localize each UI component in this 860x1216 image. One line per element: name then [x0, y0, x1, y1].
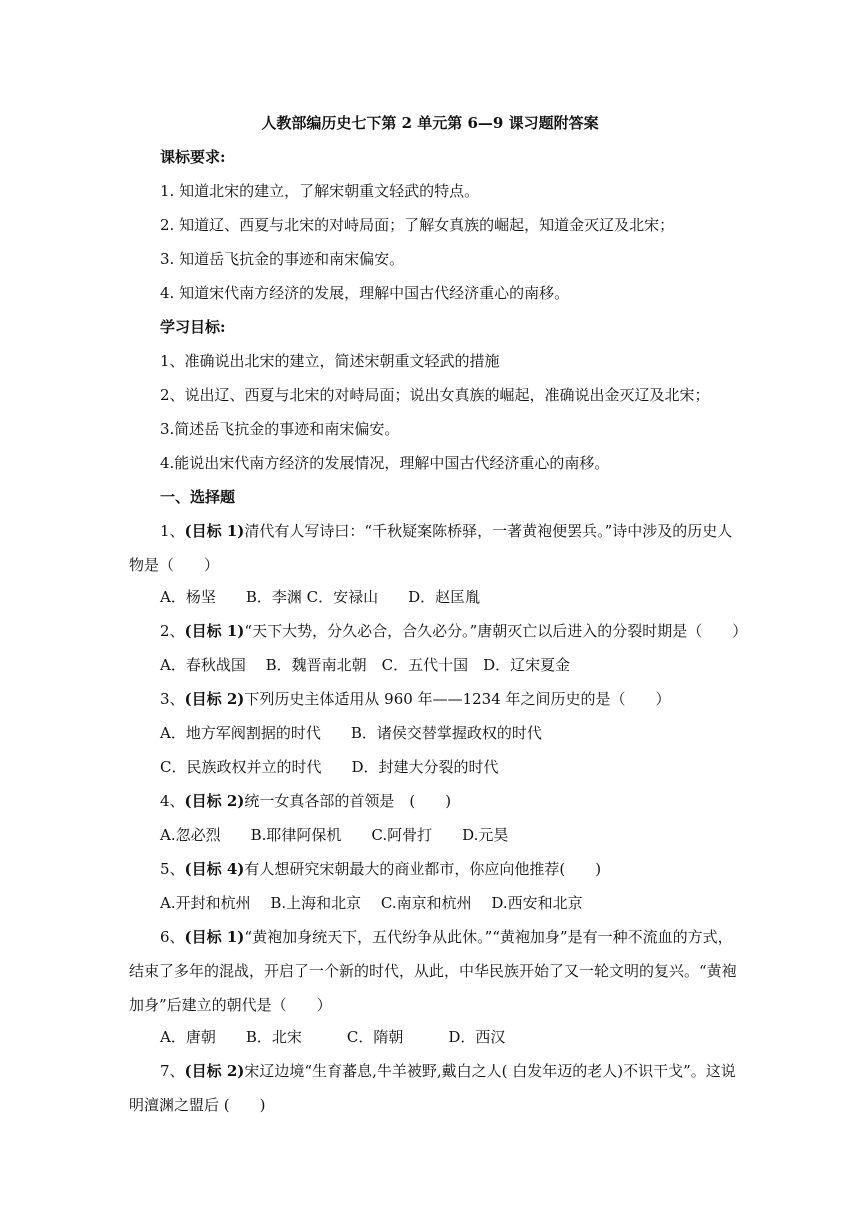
standard-item-2: 2. 知道辽、西夏与北宋的对峙局面；了解女真族的崛起，知道金灭辽及北宋；: [160, 216, 675, 234]
question-1: [129, 514, 739, 582]
question-number: 2、: [160, 622, 185, 640]
question-7: [129, 1054, 739, 1122]
question-3: [160, 688, 671, 710]
question-number: 5、: [160, 860, 185, 878]
question-text: 有人想研究宋朝最大的商业都市，你应向他推荐( ): [244, 860, 602, 878]
standard-item-1: 1. 知道北宋的建立，了解宋朝重文轻武的特点。: [160, 182, 480, 200]
question-target: (目标 2): [184, 1062, 245, 1080]
question-text: 宋辽边境“生育蕃息,牛羊被野,戴白之人( 白发年迈的老人)不识干戈”。这说明澶渊之盟后 ( ): [129, 1062, 736, 1114]
question-number: 1、: [160, 522, 185, 540]
question-target: (目标 1): [184, 622, 245, 640]
question-text: “黄袍加身统天下，五代纷争从此休。”“黄袍加身”是有一种不流血的方式，结束了多年的混战，开启了一个新的时代，从此，中华民族开始了又一轮文明的复兴。“黄袍加身”后建立的朝代是（ ）: [129, 928, 737, 1014]
standard-item-3: 3. 知道岳飞抗金的事迹和南宋偏安。: [160, 250, 405, 268]
question-text: 下列历史主体适用从 960 年——1234 年之间历史的是（ ）: [244, 690, 671, 708]
question-3-options-ab: A．地方军阀割据的时代 B．诸侯交替掌握政权的时代: [160, 724, 542, 742]
standards-heading: 课标要求:: [160, 148, 226, 166]
question-text: 统一女真各部的首领是 ( ): [244, 792, 452, 810]
question-6-options: A．唐朝 B．北宋 C．隋朝 D．西汉: [160, 1028, 506, 1046]
question-3-options-cd: C．民族政权并立的时代 D．封建大分裂的时代: [160, 758, 499, 776]
question-4-options: A.忽必烈 B.耶律阿保机 C.阿骨打 D.元昊: [160, 826, 509, 844]
question-text: “天下大势，分久必合，合久必分。”唐朝灭亡以后进入的分裂时期是（ ）: [244, 622, 748, 640]
question-4: [160, 790, 451, 812]
goal-item-2: 2、说出辽、西夏与北宋的对峙局面；说出女真族的崛起，准确说出金灭辽及北宋；: [160, 386, 710, 404]
question-2: [160, 620, 747, 642]
goals-heading: 学习目标:: [160, 318, 226, 336]
question-target: (目标 2): [184, 792, 245, 810]
question-target: (目标 1): [184, 522, 245, 540]
question-6: [129, 920, 739, 1022]
goal-item-3: 3.简述岳飞抗金的事迹和南宋偏安。: [160, 420, 400, 438]
question-2-options: A．春秋战国 B．魏晋南北朝 C．五代十国 D．辽宋夏金: [160, 656, 571, 674]
question-5: [160, 858, 601, 880]
question-target: (目标 1): [184, 928, 245, 946]
choice-heading: 一、选择题: [160, 488, 236, 506]
question-target: (目标 2): [184, 690, 245, 708]
question-number: 3、: [160, 690, 185, 708]
question-number: 7、: [160, 1062, 185, 1080]
question-text: 清代有人写诗曰：“千秋疑案陈桥驿，一著黄袍便罢兵。”诗中涉及的历史人物是（ ）: [129, 522, 733, 574]
question-number: 4、: [160, 792, 185, 810]
goal-item-1: 1、准确说出北宋的建立，简述宋朝重文轻武的措施: [160, 352, 500, 370]
document-title: 人教部编历史七下第 2 单元第 6—9 课习题附答案: [261, 114, 599, 132]
question-target: (目标 4): [184, 860, 245, 878]
question-number: 6、: [160, 928, 185, 946]
goal-item-4: 4.能说出宋代南方经济的发展情况，理解中国古代经济重心的南移。: [160, 454, 610, 472]
question-1-options: A．杨坚 B．李渊 C．安禄山 D．赵匡胤: [160, 588, 481, 606]
question-5-options: A.开封和杭州 B.上海和北京 C.南京和杭州 D.西安和北京: [160, 894, 583, 912]
standard-item-4: 4. 知道宋代南方经济的发展，理解中国古代经济重心的南移。: [160, 284, 570, 302]
